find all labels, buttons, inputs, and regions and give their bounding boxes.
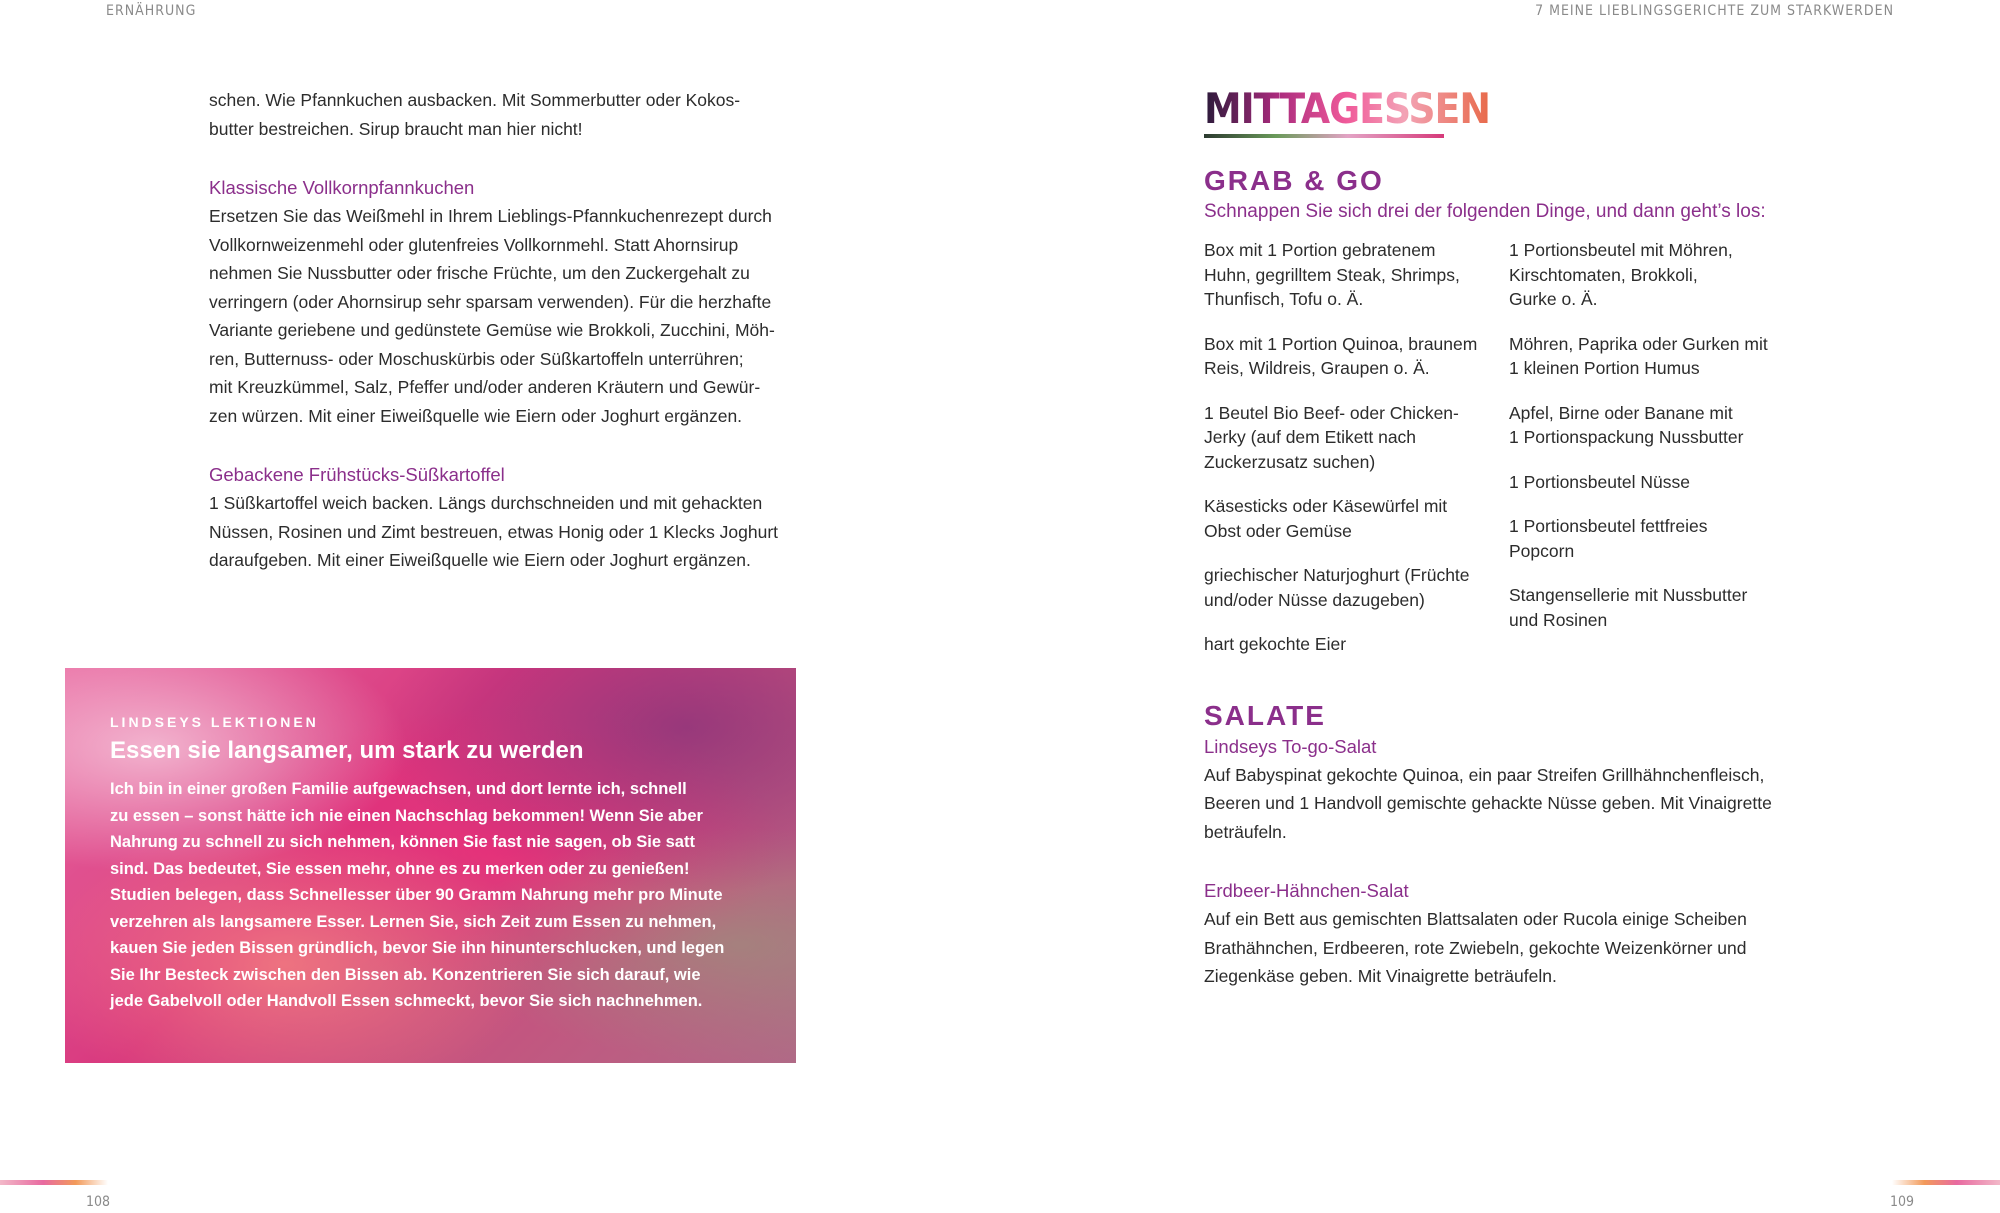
list-item: Apfel, Birne oder Banane mit 1 Portionspackung Nussbutter [1509, 402, 1744, 447]
recipe-title: Lindseys To-go-Salat [1204, 735, 1377, 757]
list-item: Box mit 1 Portion gebratenem Huhn, gegrilltem Steak, Shrimps, Thunfisch, Tofu o. Ä. [1204, 240, 1460, 309]
running-head-left: ERNÄHRUNG [106, 3, 197, 19]
recipe-title: Klassische Vollkornpfannkuchen [209, 177, 475, 198]
grab-go-column-1 [1204, 238, 1509, 677]
page-number-left: 108 [86, 1194, 111, 1210]
left-page-content [209, 86, 809, 575]
salate-section [1204, 699, 1824, 991]
recipe-togo-salat [1204, 733, 1824, 847]
section-heading: GRAB & GO [1204, 165, 1384, 196]
list-item: hart gekochte Eier [1204, 634, 1347, 654]
grab-go-section [1204, 164, 1824, 677]
lesson-box [65, 668, 796, 1063]
recipe-title: Gebackene Frühstücks-Süßkartoffel [209, 464, 505, 485]
recipe-erdbeer-salat [1204, 877, 1824, 991]
lesson-kicker: LINDSEYS LEKTIONEN [110, 714, 319, 730]
recipe-text: 1 Süßkartoffel weich backen. Längs durchschneiden und mit gehackten Nüssen, Rosinen und Zimt bestreuen, etwas Honig oder 1 Klecks Joghurt daraufgeben. Mit einer Eiweißquelle wie Eiern oder Joghurt ergänzen. [209, 493, 779, 570]
page-color-strip-right [1892, 1180, 2000, 1185]
grab-go-column-2 [1509, 238, 1814, 677]
page-color-strip-left [0, 1180, 108, 1185]
right-page-content [1204, 86, 1824, 991]
grab-go-list [1204, 238, 1824, 677]
recipe-text: Auf Babyspinat gekochte Quinoa, ein paar Streifen Grillhähnchenfleisch, Beeren und 1 Handvoll gemischte gehackte Nüsse geben. Mit Vinaigrette beträufeln. [1204, 764, 1772, 842]
recipe-text: Ersetzen Sie das Weißmehl in Ihrem Lieblings-Pfannkuchenrezept durch Vollkornweizenmehl oder glutenfreies Vollkornmehl. Statt Ahornsirup nehmen Sie Nussbutter oder frische Früchte, um den Zuckergehalt zu verringern (oder Ahornsirup sehr sparsam verwenden). Für die herzhafte Variante geriebene und gedünstete Gemüse wie Brokkoli, Zucchini, Möh- ren, Butternuss- oder Moschuskürbis oder Süßkartoffeln unterrühren; mit Kreuzkümmel, Salz, Pfeffer und/oder anderen Kräutern und Gewür- zen würzen. Mit einer Eiweißquelle wie Eiern oder Joghurt ergänzen. [209, 206, 775, 426]
lesson-content [110, 714, 760, 1015]
lesson-title: Essen sie langsamer, um stark zu werden [110, 737, 584, 764]
list-item: griechischer Naturjoghurt (Früchte und/oder Nüsse dazugeben) [1204, 565, 1470, 610]
mittagessen-heading [1204, 86, 1824, 138]
title-underline [1204, 134, 1444, 138]
recipe-vollkornpfannkuchen [209, 174, 809, 430]
list-item: Möhren, Paprika oder Gurken mit 1 kleinen Portion Humus [1509, 333, 1768, 378]
recipe-text: Auf ein Bett aus gemischten Blattsalaten oder Rucola einige Scheiben Brathähnchen, Erdbeeren, rote Zwiebeln, gekochte Weizenkörner und Ziegenkäse geben. Mit Vinaigrette beträufeln. [1204, 909, 1747, 986]
list-item: Box mit 1 Portion Quinoa, braunem Reis, Wildreis, Graupen o. Ä. [1204, 333, 1478, 378]
lesson-text: Ich bin in einer großen Familie aufgewachsen, und dort lernte ich, schnell zu essen – sonst hätte ich nie einen Nachschlag bekommen! Wenn Sie aber Nahrung zu schnell zu sich nehmen, können Sie fast nie sagen, ob Sie satt sind. Das bedeutet, Sie essen mehr, ohne es zu merken oder zu genießen! Studien belegen, dass Schnellesser über 90 Gramm Nahrung mehr pro Minute verzehren als langsamere Esser. Lernen Sie, sich Zeit zum Essen zu nehmen, kauen Sie jeden Bissen gründlich, bevor Sie ihn hinunterschlucken, und legen Sie Ihr Besteck zwischen den Bissen ab. Konzentrieren Sie sich darauf, wie jede Gabelvoll oder Handvoll Essen schmeckt, bevor Sie sich nachnehmen. [110, 780, 725, 1010]
list-item: 1 Beutel Bio Beef- oder Chicken- Jerky (auf dem Etikett nach Zuckerzusatz suchen) [1204, 402, 1459, 472]
section-subheading: Schnappen Sie sich drei der folgenden Dinge, und dann geht’s los: [1204, 201, 1766, 222]
list-item: 1 Portionsbeutel mit Möhren, Kirschtomaten, Brokkoli, Gurke o. Ä. [1509, 240, 1733, 309]
list-item: 1 Portionsbeutel Nüsse [1509, 471, 1690, 492]
intro-text: schen. Wie Pfannkuchen ausbacken. Mit Sommerbutter oder Kokos- butter bestreichen. Sirup braucht man hier nicht! [209, 90, 741, 139]
running-head-right: 7 MEINE LIEBLINGSGERICHTE ZUM STARKWERDEN [1535, 3, 1894, 19]
list-item: Käsesticks oder Käsewürfel mit Obst oder Gemüse [1204, 496, 1448, 541]
page-number-right: 109 [1889, 1194, 1914, 1210]
section-heading: SALATE [1204, 699, 1326, 731]
page-title: MITTAGESSEN [1204, 84, 1490, 133]
recipe-title: Erdbeer-Hähnchen-Salat [1204, 880, 1409, 901]
list-item: Stangensellerie mit Nussbutter und Rosinen [1509, 585, 1748, 630]
recipe-suesskartoffel [209, 461, 809, 575]
list-item: 1 Portionsbeutel fettfreies Popcorn [1509, 516, 1708, 561]
